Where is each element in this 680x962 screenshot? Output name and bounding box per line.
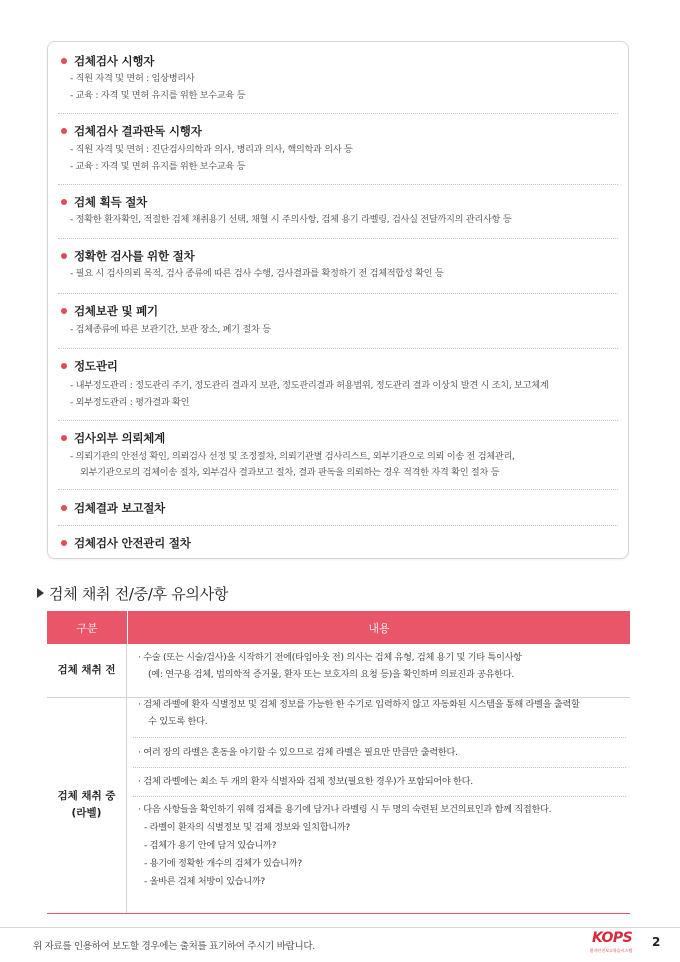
section-title: 검체 획득 절차 (74, 195, 148, 209)
table-cell-line: · 다음 사항들을 확인하기 위해 검체를 용기에 담거나 라벨링 시 두 명의 숙련된 보건의료인과 함께 직접한다. (138, 804, 552, 815)
section-item: - 직원 자격 및 면허 : 임상병리사 (70, 73, 195, 84)
cell-divider (133, 767, 626, 768)
section-title: 검체검사 안전관리 절차 (74, 536, 191, 550)
table-header-content: 내용 (368, 621, 390, 635)
divider (58, 293, 618, 294)
section-title: 검체검사 시행자 (74, 54, 155, 68)
section-title: 검체결과 보고절차 (74, 501, 166, 515)
section-title: 정도관리 (74, 359, 118, 373)
table-cell-line: - 올바른 검체 처방이 있습니까? (144, 876, 265, 887)
divider (58, 184, 618, 185)
table-cell-line: (예: 연구용 검체, 법의학적 증거물, 환자 또는 보호자의 요청 등)을 확인하며 의료진과 공유한다. (148, 669, 514, 680)
table-cell-line: - 용기에 정확한 개수의 검체가 있습니까? (144, 858, 302, 869)
section-item: - 정확한 환자확인, 적절한 검체 채취용기 선택, 채혈 시 주의사항, 검체 용기 라벨링, 검사실 전달까지의 관리사항 등 (70, 214, 512, 225)
divider (58, 238, 618, 239)
row-label-during: 검체 채취 중 (라벨) (47, 697, 127, 913)
table-header-category: 구분 (47, 611, 128, 644)
bullet-dot-icon (61, 58, 67, 64)
bullet-dot-icon (61, 128, 67, 134)
table-cell-line: - 검체가 용기 안에 담겨 있습니까? (144, 840, 277, 851)
divider (58, 420, 618, 421)
section-title: 검사외부 의뢰체계 (74, 431, 166, 445)
section-item: - 교육 : 자격 및 면허 유지를 위한 보수교육 등 (70, 90, 246, 101)
page-number: 2 (652, 935, 661, 949)
table-cell-line: · 여러 장의 라벨은 혼동을 야기할 수 있으므로 검체 라벨은 필요만 만큼만 출력한다. (138, 747, 458, 758)
triangle-bullet-icon (37, 588, 44, 598)
divider (58, 525, 618, 526)
section-subtitle: 검체 채취 전/중/후 유의사항 (37, 583, 228, 603)
bullet-dot-icon (61, 363, 67, 369)
section-title: 검체보관 및 폐기 (74, 304, 158, 318)
bullet-dot-icon (61, 540, 67, 546)
section-item: - 의뢰기관의 안전성 확인, 의뢰검사 선정 및 조정절차, 의뢰기관별 검사리스트, 외부기관으로 의뢰 이송 전 검체관리, (70, 451, 515, 462)
section-item: - 외부정도관리 : 평가결과 확인 (70, 397, 190, 408)
section-item: - 내부정도관리 : 정도관리 주기, 정도관리 결과지 보관, 정도관리결과 허용범위, 정도관리 결과 이상치 발견 시 조치, 보고체계 (70, 380, 549, 391)
table-cell-line: · 검체 라벨에 환자 식별정보 및 검체 정보를 가능한 한 수기로 입력하지 않고 자동화된 시스템을 통해 라벨을 출력할 (138, 699, 580, 710)
precautions-table (47, 611, 630, 914)
section-title: 정확한 검사를 위한 절차 (74, 249, 195, 263)
section-item: - 직원 자격 및 면허 : 진단검사의학과 의사, 병리과 의사, 핵의학과 의사 등 (70, 144, 353, 155)
citation-note: 위 자료를 인용하여 보도할 경우에는 출처를 표기하여 주시기 바랍니다. (33, 941, 315, 952)
table-cell-line: · 수술 (또는 시술/검사)을 시작하기 전에(타임아웃 전) 의사는 검체 유형, 검체 용기 및 기타 특이사항 (138, 652, 522, 663)
bullet-dot-icon (61, 505, 67, 511)
divider (58, 348, 618, 349)
footer-divider (0, 927, 680, 928)
cell-divider (133, 737, 626, 738)
table-cell-line: · 검체 라벨에는 최소 두 개의 환자 식별자와 검체 정보(필요한 경우)가 포함되어야 한다. (138, 776, 473, 787)
table-cell-line: 수 있도록 한다. (148, 716, 208, 727)
row-label-before: 검체 채취 전 (47, 644, 127, 697)
section-item: - 검체종류에 따른 보관기간, 보관 장소, 폐기 절차 등 (70, 324, 271, 335)
bullet-dot-icon (61, 435, 67, 441)
bullet-dot-icon (61, 199, 67, 205)
bullet-dot-icon (61, 308, 67, 314)
table-header-row (47, 611, 630, 644)
bullet-dot-icon (61, 253, 67, 259)
section-item: - 필요 시 검사의뢰 목적, 검사 종류에 따른 검사 수행, 검사결과를 확정하기 전 검체적합성 확인 등 (70, 268, 444, 279)
divider (58, 113, 618, 114)
procedure-checklist-box (47, 41, 629, 559)
cell-divider (133, 796, 626, 797)
kops-logo: KOPS 환자안전보고학습시스템 (589, 930, 633, 953)
table-bottom-border (47, 913, 630, 914)
table-cell-line: - 라벨이 환자의 식별정보 및 검체 정보와 일치합니까? (144, 822, 351, 833)
section-item: 외부기관으로의 검체이송 절차, 외부검사 결과보고 절차, 결과 판독을 의뢰하는 경우 적격한 자격 확인 절차 등 (80, 467, 500, 478)
section-item: - 교육 : 자격 및 면허 유지를 위한 보수교육 등 (70, 161, 246, 172)
divider (58, 489, 618, 490)
section-title: 검체검사 결과판독 시행자 (74, 124, 202, 138)
